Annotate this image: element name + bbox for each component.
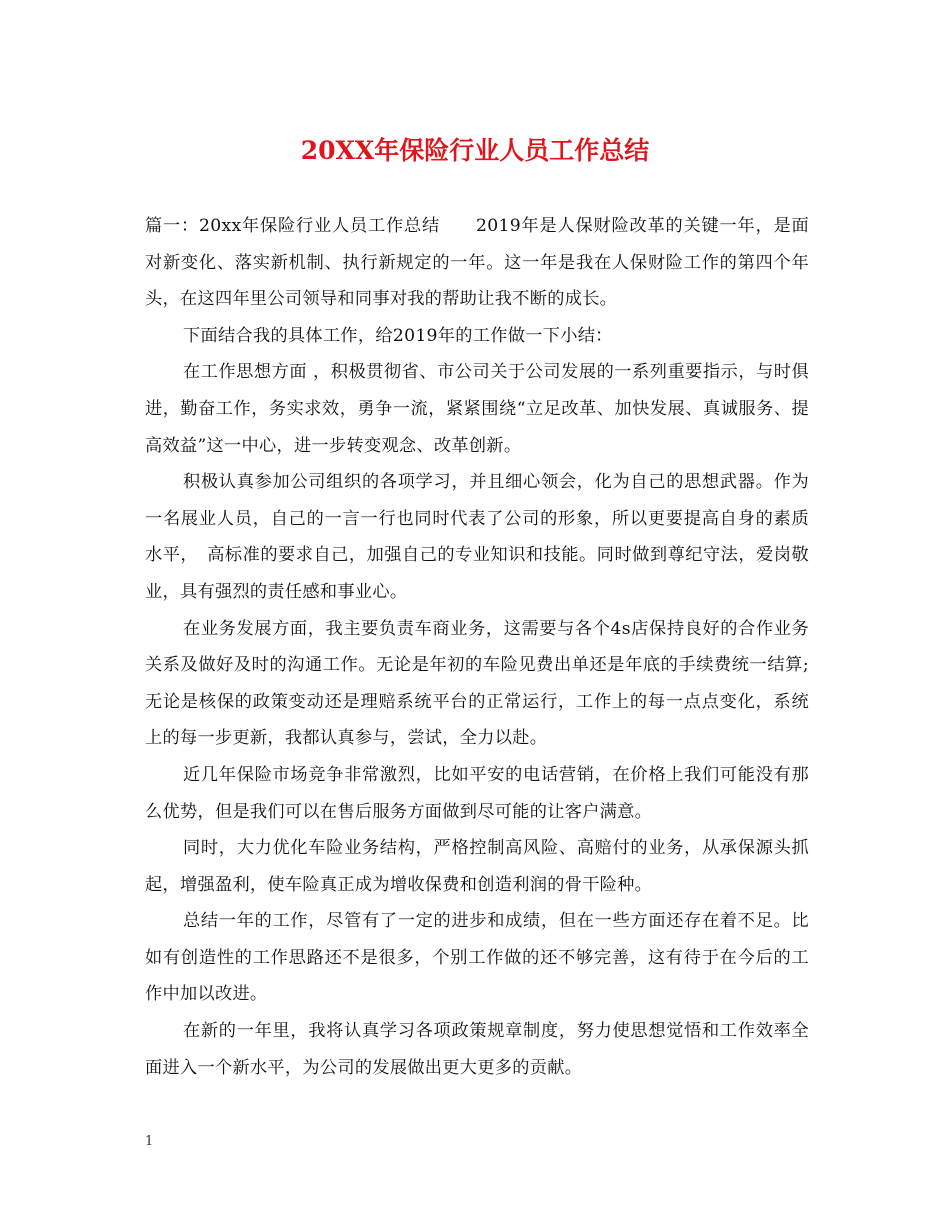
paragraph-6: 近几年保险市场竞争非常激烈，比如平安的电话营销，在价格上我们可能没有那么优势，但是我们可以在售后服务方面做到尽可能的让客户满意。 — [145, 764, 809, 822]
paragraph-5: 在业务发展方面，我主要负责车商业务，这需要与各个4s店保持良好的合作业务关系及做好及时的沟通工作。无论是年初的车险见费出单还是年底的手续费统一结算;无论是核保的政策变动还是理赔系统平台的正常运行，工作上的每一点点变化，系统上的每一步更新，我都认真参与，尝试，全力以赴。 — [145, 618, 809, 749]
page-number: 1 — [145, 1134, 154, 1149]
document-title: 20XX年保险行业人员工作总结 — [300, 136, 650, 165]
paragraph-8: 总结一年的工作，尽管有了一定的进步和成绩，但在一些方面还存在着不足。比如有创造性的工作思路还不是很多，个别工作做的还不够完善，这有待于在今后的工作中加以改进。 — [145, 911, 809, 1005]
paragraph-3: 在工作思想方面 ，积极贯彻省、市公司关于公司发展的一系列重要指示，与时俱进，勤奋工作，务实求效，勇争一流，紧紧围绕“立足改革、加快发展、真诚服务、提高效益”这一中心，进一步转变观念、改革创新。 — [145, 362, 809, 456]
paragraph-2: 下面结合我的具体工作，给2019年的工作做一下小结： — [183, 325, 613, 346]
document-body — [145, 208, 809, 1086]
paragraph-4: 积极认真参加公司组织的各项学习，并且细心领会，化为自己的思想武器。作为一名展业人员，自己的一言一行也同时代表了公司的形象，所以更要提高自身的素质水平， 高标准的要求自己，加强自己的专业知识和技能。同时做到尊纪守法，爱岗敬业，具有强烈的责任感和事业心。 — [145, 472, 809, 602]
paragraph-1: 篇一：20xx年保险行业人员工作总结 2019年是人保财险改革的关键一年，是面对新变化、落实新机制、执行新规定的一年。这一年是我在人保财险工作的第四个年头，在这四年里公司领导和同事对我的帮助让我不断的成长。 — [145, 216, 809, 310]
paragraph-7: 同时，大力优化车险业务结构，严格控制高风险、高赔付的业务，从承保源头抓起，增强盈利，使车险真正成为增收保费和创造利润的骨干险种。 — [145, 838, 809, 895]
paragraph-9: 在新的一年里，我将认真学习各项政策规章制度，努力使思想觉悟和工作效率全面进入一个新水平，为公司的发展做出更大更多的贡献。 — [145, 1021, 809, 1078]
